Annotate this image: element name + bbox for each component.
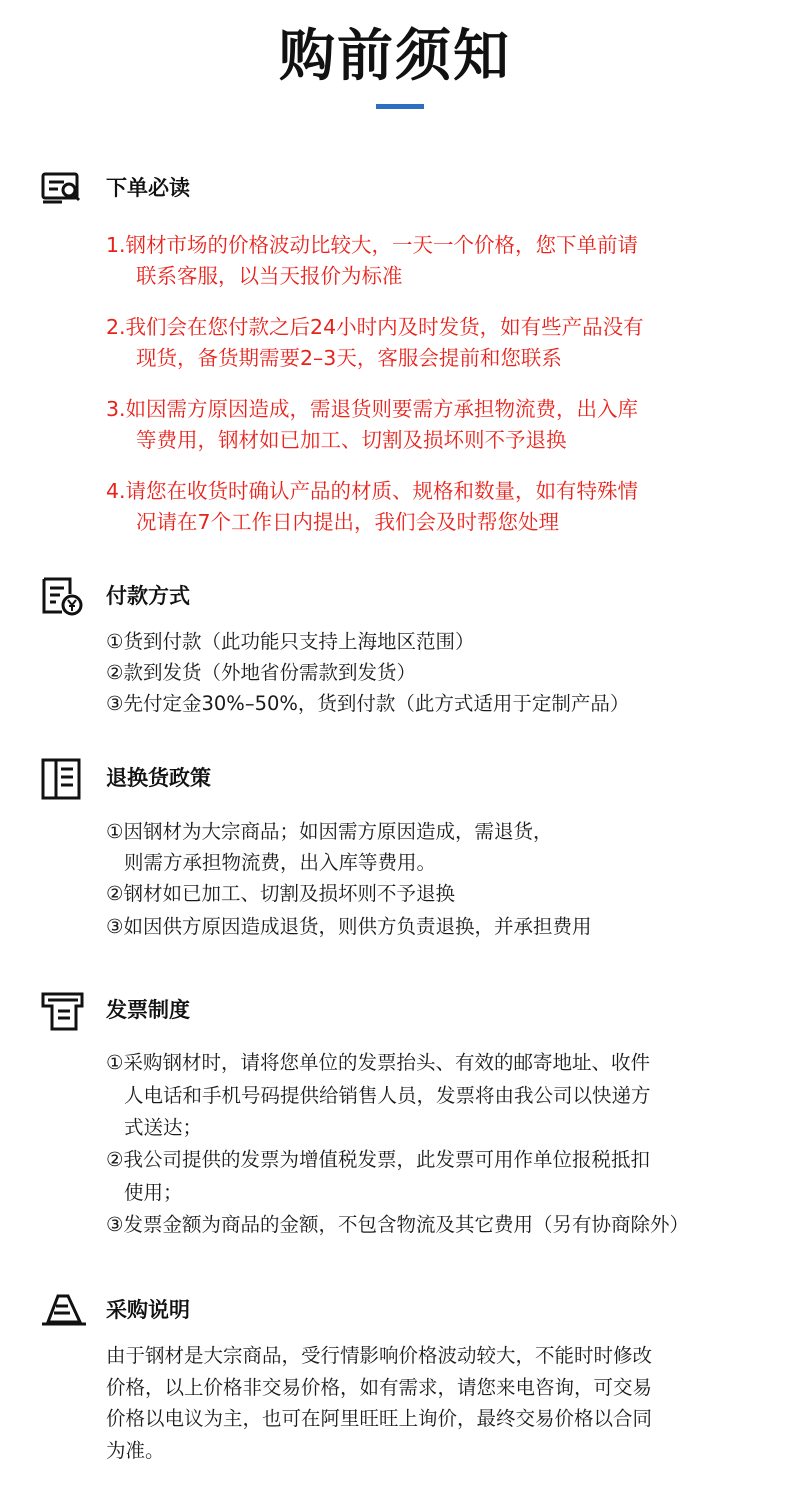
page-title: 购前须知	[279, 24, 511, 89]
invoice-line: ①采购钢材时，请将您单位的发票抬头、有效的邮寄地址、收件	[106, 1051, 650, 1074]
search-document-icon	[40, 168, 84, 208]
section-title: 付款方式	[106, 584, 190, 608]
notice-item: 4.请您在收货时确认产品的材质、规格和数量，如有特殊情 况请在7个工作日内提出，我们会及时帮您处理	[106, 479, 639, 534]
invoice-line: 使用；	[124, 1181, 183, 1204]
purchase-line: 由于钢材是大宗商品，受行情影响价格波动较大，不能时时修改	[106, 1344, 653, 1367]
notice-board-icon	[40, 1290, 84, 1330]
section-title: 下单必读	[106, 176, 190, 200]
invoice-line: ②我公司提供的发票为增值税发票，此发票可用作单位报税抵扣	[106, 1148, 650, 1171]
section-title: 采购说明	[106, 1298, 190, 1322]
invoice-line: ③发票金额为商品的金额，不包含物流及其它费用（另有协商除外）	[106, 1213, 689, 1236]
payment-line: ③先付定金30%–50%，货到付款（此方式适用于定制产品）	[106, 692, 630, 715]
document-list-icon	[40, 758, 84, 798]
notice-item: 3.如因需方原因造成，需退货则要需方承担物流费，出入库 等费用，钢材如已加工、切割及损坏则不予退换	[106, 397, 639, 452]
payment-line: ①货到付款（此功能只支持上海地区范围）	[106, 630, 475, 653]
purchase-line: 为准。	[106, 1439, 165, 1462]
invoice-icon	[40, 990, 84, 1030]
bill-yen-icon	[40, 576, 84, 616]
returns-line: ②钢材如已加工、切割及损坏则不予退换	[106, 882, 455, 905]
invoice-line: 人电话和手机号码提供给销售人员，发票将由我公司以快递方	[124, 1084, 651, 1107]
notice-item: 1.钢材市场的价格波动比较大，一天一个价格，您下单前请 联系客服，以当天报价为标准	[106, 233, 639, 288]
notice-item: 2.我们会在您付款之后24小时内及时发货，如有些产品没有 现货，备货期需要2–3天，客服会提前和您联系	[106, 315, 644, 370]
returns-line: ①因钢材为大宗商品；如因需方原因造成，需退货，	[106, 820, 553, 843]
payment-line: ②款到发货（外地省份需款到发货）	[106, 661, 416, 684]
section-title: 退换货政策	[106, 766, 211, 790]
returns-line: 则需方承担物流费，出入库等费用。	[124, 851, 437, 874]
returns-line: ③如因供方原因造成退货，则供方负责退换，并承担费用	[106, 915, 592, 938]
section-title: 发票制度	[106, 998, 190, 1022]
purchase-line: 价格，以上价格非交易价格，如有需求，请您来电咨询，可交易	[106, 1376, 653, 1399]
purchase-line: 价格以电议为主，也可在阿里旺旺上询价，最终交易价格以合同	[106, 1407, 653, 1430]
invoice-line: 式送达；	[124, 1116, 203, 1139]
title-underline	[376, 104, 424, 109]
